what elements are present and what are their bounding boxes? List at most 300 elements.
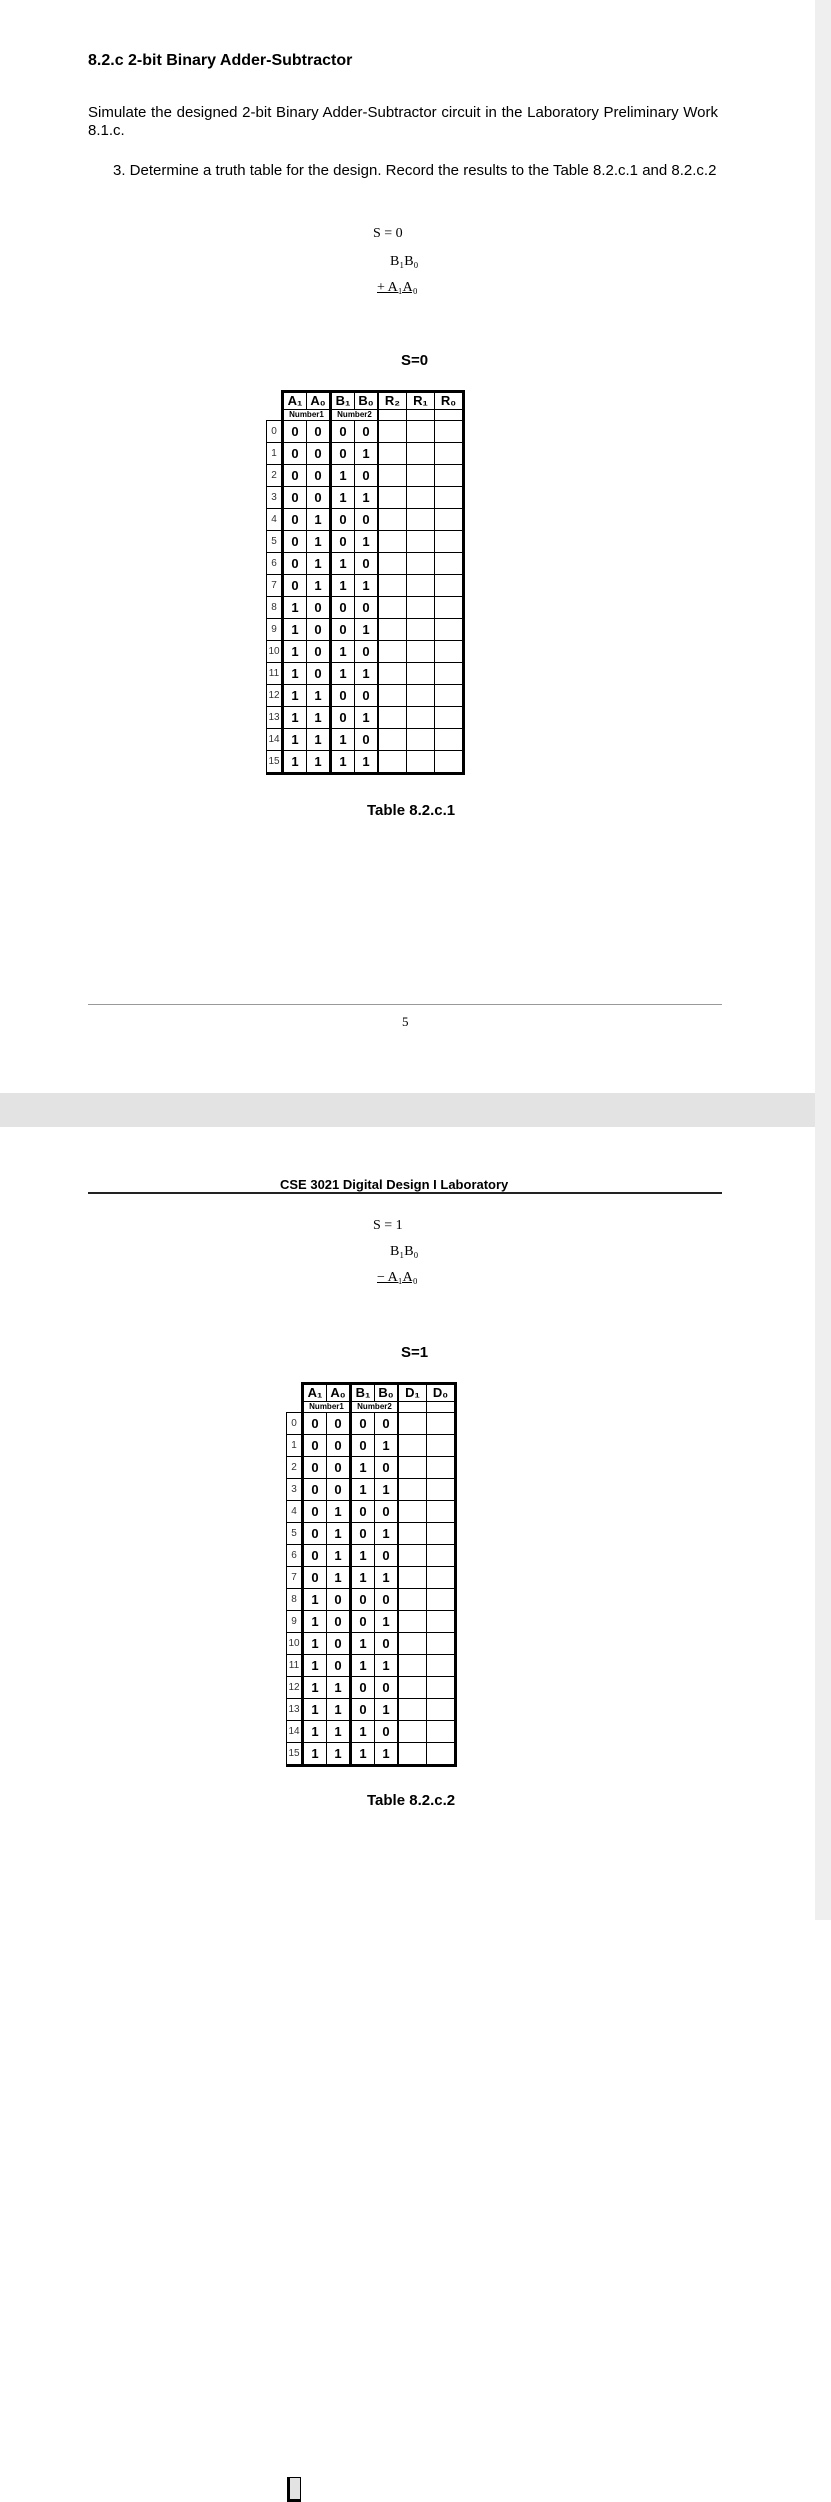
input-bit-cell: 0 — [331, 685, 355, 707]
equation-s1-label: S = 1 — [373, 1218, 403, 1233]
output-cell[interactable] — [407, 619, 435, 641]
row-index: 7 — [287, 1567, 303, 1589]
input-bit-cell: 1 — [283, 685, 307, 707]
input-bit-cell: 1 — [303, 1743, 327, 1766]
input-bit-cell: 0 — [327, 1435, 351, 1457]
output-cell[interactable] — [379, 487, 407, 509]
row-index: 2 — [287, 1457, 303, 1479]
input-bit-cell: 1 — [307, 729, 331, 751]
input-bit-cell: 0 — [351, 1501, 375, 1523]
output-cell[interactable] — [379, 729, 407, 751]
input-bit-cell: 0 — [283, 553, 307, 575]
input-bit-cell: 1 — [355, 751, 378, 774]
input-bit-cell: 0 — [375, 1633, 398, 1655]
input-bit-cell: 0 — [351, 1589, 375, 1611]
output-cell[interactable] — [379, 575, 407, 597]
output-cell[interactable] — [427, 1633, 456, 1655]
output-cell[interactable] — [427, 1567, 456, 1589]
output-cell[interactable] — [435, 597, 464, 619]
input-bit-cell: 0 — [375, 1413, 398, 1435]
input-bit-cell: 1 — [303, 1655, 327, 1677]
table-row — [267, 641, 464, 663]
input-bit-cell: 0 — [327, 1633, 351, 1655]
input-bit-cell: 1 — [355, 707, 378, 729]
section-heading: 8.2.c 2-bit Binary Adder-Subtractor — [88, 52, 353, 69]
input-bit-cell: 1 — [351, 1633, 375, 1655]
input-bit-cell: 1 — [307, 553, 331, 575]
output-cell[interactable] — [379, 509, 407, 531]
row-index: 8 — [287, 1589, 303, 1611]
table-row — [287, 1501, 456, 1523]
row-index: 9 — [267, 619, 283, 641]
input-bit-cell: 1 — [303, 1677, 327, 1699]
input-bit-cell: 1 — [331, 663, 355, 685]
output-column-header: D₀ — [427, 1384, 456, 1402]
output-cell[interactable] — [399, 1501, 427, 1523]
row-index: 0 — [267, 421, 283, 443]
input-bit-cell: 1 — [331, 465, 355, 487]
table-row — [287, 1677, 456, 1699]
header-rule — [88, 1192, 722, 1194]
truth-table-s0 — [266, 390, 465, 775]
table-row — [267, 619, 464, 641]
output-cell[interactable] — [435, 729, 464, 751]
page-number: 5 — [402, 1014, 409, 1029]
table-2-title: S=1 — [401, 1344, 429, 1361]
output-cell — [399, 1402, 427, 1413]
viewer-scrollbar-track[interactable] — [815, 0, 831, 1920]
input-bit-cell: 0 — [283, 509, 307, 531]
table-row — [287, 1633, 456, 1655]
input-bit-cell: 0 — [351, 1523, 375, 1545]
input-bit-cell: 1 — [375, 1523, 398, 1545]
row-index: 15 — [287, 1743, 303, 1766]
input-bit-cell: 0 — [355, 729, 378, 751]
table-1-title: S=0 — [401, 352, 429, 369]
input-bit-cell: 1 — [351, 1567, 375, 1589]
column-header: B₁ — [351, 1384, 375, 1402]
output-cell[interactable] — [407, 553, 435, 575]
input-bit-cell: 1 — [331, 641, 355, 663]
input-bit-cell: 0 — [355, 465, 378, 487]
input-bit-cell: 0 — [327, 1589, 351, 1611]
table-row — [267, 575, 464, 597]
input-bit-cell: 0 — [303, 1545, 327, 1567]
row-index: 10 — [267, 641, 283, 663]
input-bit-cell: 0 — [375, 1501, 398, 1523]
output-cell[interactable] — [407, 707, 435, 729]
input-bit-cell: 1 — [355, 575, 378, 597]
output-cell[interactable] — [399, 1413, 427, 1435]
input-bit-cell: 1 — [307, 751, 331, 774]
input-bit-cell: 1 — [303, 1589, 327, 1611]
table-row — [287, 1545, 456, 1567]
output-column-header: D₁ — [399, 1384, 427, 1402]
row-index: 7 — [267, 575, 283, 597]
input-bit-cell: 1 — [351, 1479, 375, 1501]
output-cell[interactable] — [407, 597, 435, 619]
row-index: 15 — [267, 751, 283, 774]
output-cell[interactable] — [379, 421, 407, 443]
input-bit-cell: 1 — [355, 531, 378, 553]
input-bit-cell: 0 — [375, 1589, 398, 1611]
output-cell[interactable] — [379, 619, 407, 641]
table-1-caption: Table 8.2.c.1 — [367, 802, 456, 819]
output-cell[interactable] — [427, 1501, 456, 1523]
input-bit-cell: 0 — [375, 1545, 398, 1567]
input-bit-cell: 1 — [351, 1655, 375, 1677]
running-header: CSE 3021 Digital Design I Laboratory — [280, 1177, 509, 1192]
output-cell[interactable] — [407, 641, 435, 663]
input-bit-cell: 0 — [375, 1721, 398, 1743]
input-bit-cell: 1 — [283, 619, 307, 641]
column-header: A₁ — [303, 1384, 327, 1402]
output-cell[interactable] — [427, 1545, 456, 1567]
input-bit-cell: 0 — [351, 1611, 375, 1633]
output-cell[interactable] — [379, 531, 407, 553]
output-cell[interactable] — [399, 1567, 427, 1589]
input-bit-cell: 0 — [283, 487, 307, 509]
group-label: Number2 — [331, 410, 378, 421]
output-column-header: R₂ — [379, 392, 407, 410]
table-row — [287, 1611, 456, 1633]
output-cell[interactable] — [435, 751, 464, 774]
output-cell[interactable] — [435, 575, 464, 597]
input-bit-cell: 0 — [307, 421, 331, 443]
input-bit-cell: 0 — [303, 1457, 327, 1479]
output-column-header: R₁ — [407, 392, 435, 410]
input-bit-cell: 0 — [307, 597, 331, 619]
row-index: 8 — [267, 597, 283, 619]
output-cell — [435, 410, 464, 421]
table-row — [287, 1413, 456, 1435]
row-index: 4 — [287, 1501, 303, 1523]
row-index: 1 — [287, 1435, 303, 1457]
input-bit-cell: 1 — [307, 575, 331, 597]
input-bit-cell: 1 — [355, 663, 378, 685]
output-cell[interactable] — [427, 1413, 456, 1435]
input-bit-cell: 1 — [327, 1567, 351, 1589]
output-cell — [407, 410, 435, 421]
output-cell[interactable] — [435, 553, 464, 575]
output-cell[interactable] — [399, 1545, 427, 1567]
output-cell[interactable] — [399, 1479, 427, 1501]
output-cell — [427, 1402, 456, 1413]
column-header: B₁ — [331, 392, 355, 410]
table-row — [267, 663, 464, 685]
column-header: B₀ — [375, 1384, 398, 1402]
input-bit-cell: 1 — [327, 1501, 351, 1523]
output-cell[interactable] — [427, 1589, 456, 1611]
row-index: 11 — [267, 663, 283, 685]
input-bit-cell: 1 — [331, 487, 355, 509]
input-bit-cell: 1 — [375, 1699, 398, 1721]
output-cell[interactable] — [435, 531, 464, 553]
input-bit-cell: 1 — [327, 1677, 351, 1699]
footer-rule — [88, 1004, 722, 1005]
table-row — [267, 553, 464, 575]
table-row — [267, 597, 464, 619]
output-cell[interactable] — [399, 1457, 427, 1479]
input-bit-cell: 0 — [303, 1501, 327, 1523]
row-index: 3 — [267, 487, 283, 509]
output-cell[interactable] — [435, 685, 464, 707]
table-2-caption: Table 8.2.c.2 — [367, 1792, 456, 1809]
input-bit-cell: 0 — [351, 1677, 375, 1699]
output-cell[interactable] — [379, 663, 407, 685]
output-cell[interactable] — [399, 1655, 427, 1677]
output-cell[interactable] — [407, 465, 435, 487]
table-row — [267, 421, 464, 443]
input-bit-cell: 0 — [303, 1413, 327, 1435]
input-bit-cell: 0 — [303, 1523, 327, 1545]
row-index: 10 — [287, 1633, 303, 1655]
output-cell[interactable] — [435, 663, 464, 685]
input-bit-cell: 0 — [307, 641, 331, 663]
input-bit-cell: 1 — [283, 707, 307, 729]
output-cell[interactable] — [435, 619, 464, 641]
output-cell[interactable] — [427, 1743, 456, 1766]
row-index: 13 — [267, 707, 283, 729]
input-bit-cell: 1 — [327, 1743, 351, 1766]
input-bit-cell: 0 — [307, 663, 331, 685]
input-bit-cell: 0 — [355, 685, 378, 707]
table-row — [287, 1567, 456, 1589]
output-cell[interactable] — [379, 597, 407, 619]
table-row — [287, 1435, 456, 1457]
input-bit-cell: 0 — [331, 443, 355, 465]
row-index: 9 — [287, 1611, 303, 1633]
output-cell[interactable] — [379, 553, 407, 575]
input-bit-cell: 1 — [307, 685, 331, 707]
input-bit-cell: 0 — [283, 575, 307, 597]
input-bit-cell: 1 — [331, 553, 355, 575]
input-bit-cell: 0 — [307, 465, 331, 487]
input-bit-cell: 0 — [351, 1699, 375, 1721]
input-bit-cell: 1 — [355, 443, 378, 465]
input-bit-cell: 0 — [331, 421, 355, 443]
input-bit-cell: 0 — [327, 1457, 351, 1479]
table-row — [287, 1721, 456, 1743]
output-cell[interactable] — [435, 443, 464, 465]
output-cell[interactable] — [435, 465, 464, 487]
input-bit-cell: 1 — [331, 575, 355, 597]
output-cell[interactable] — [427, 1479, 456, 1501]
row-index: 4 — [267, 509, 283, 531]
input-bit-cell: 0 — [331, 597, 355, 619]
input-bit-cell: 1 — [283, 729, 307, 751]
input-bit-cell: 1 — [375, 1479, 398, 1501]
input-bit-cell: 0 — [331, 509, 355, 531]
group-label: Number1 — [303, 1402, 351, 1413]
output-cell[interactable] — [399, 1721, 427, 1743]
input-bit-cell: 1 — [283, 751, 307, 774]
input-bit-cell: 1 — [303, 1611, 327, 1633]
output-cell[interactable] — [435, 509, 464, 531]
output-column-header: R₀ — [435, 392, 464, 410]
input-bit-cell: 1 — [331, 729, 355, 751]
row-index: 6 — [287, 1545, 303, 1567]
output-cell[interactable] — [399, 1633, 427, 1655]
output-cell[interactable] — [399, 1611, 427, 1633]
input-bit-cell: 0 — [283, 443, 307, 465]
output-cell[interactable] — [407, 751, 435, 774]
table-row — [267, 509, 464, 531]
row-index: 1 — [267, 443, 283, 465]
output-cell[interactable] — [427, 1699, 456, 1721]
row-index: 5 — [287, 1523, 303, 1545]
input-bit-cell: 0 — [375, 1677, 398, 1699]
row-index: 14 — [267, 729, 283, 751]
input-bit-cell: 0 — [303, 1435, 327, 1457]
input-bit-cell: 0 — [351, 1435, 375, 1457]
output-cell[interactable] — [399, 1589, 427, 1611]
table-row — [287, 1523, 456, 1545]
intro-paragraph: Simulate the designed 2-bit Binary Adder-Subtractor circuit in the Laboratory Preliminary Work 8.1.c. — [88, 104, 718, 139]
output-cell[interactable] — [407, 575, 435, 597]
table-row — [267, 707, 464, 729]
input-bit-cell: 1 — [327, 1699, 351, 1721]
output-cell[interactable] — [379, 685, 407, 707]
output-cell[interactable] — [407, 509, 435, 531]
table-row — [287, 1699, 456, 1721]
input-bit-cell: 0 — [327, 1413, 351, 1435]
input-bit-cell: 1 — [355, 487, 378, 509]
input-bit-cell: 0 — [303, 1479, 327, 1501]
input-bit-cell: 0 — [331, 619, 355, 641]
output-cell[interactable] — [427, 1677, 456, 1699]
input-bit-cell: 1 — [375, 1567, 398, 1589]
row-index: 11 — [287, 1655, 303, 1677]
output-cell[interactable] — [407, 729, 435, 751]
output-cell[interactable] — [435, 641, 464, 663]
table-row — [267, 443, 464, 465]
row-index: 12 — [287, 1677, 303, 1699]
input-bit-cell: 0 — [303, 1567, 327, 1589]
input-bit-cell: 1 — [351, 1545, 375, 1567]
output-cell[interactable] — [379, 751, 407, 774]
equation-s0-label: S = 0 — [373, 226, 403, 241]
input-bit-cell: 1 — [283, 597, 307, 619]
table-row — [287, 1479, 456, 1501]
input-bit-cell: 1 — [307, 531, 331, 553]
output-cell[interactable] — [379, 707, 407, 729]
input-bit-cell: 1 — [375, 1611, 398, 1633]
input-bit-cell: 0 — [283, 421, 307, 443]
input-bit-cell: 0 — [307, 487, 331, 509]
input-bit-cell: 1 — [307, 509, 331, 531]
row-index: 3 — [287, 1479, 303, 1501]
equation-s0-operand-b: B₁B₀ — [390, 254, 419, 269]
output-cell[interactable] — [399, 1523, 427, 1545]
input-bit-cell: 0 — [307, 443, 331, 465]
output-cell[interactable] — [407, 421, 435, 443]
output-cell[interactable] — [407, 685, 435, 707]
input-bit-cell: 0 — [327, 1479, 351, 1501]
table-row — [287, 1655, 456, 1677]
truth-table-s1 — [286, 1382, 457, 1767]
input-bit-cell: 0 — [327, 1655, 351, 1677]
step-3-text: 3. Determine a truth table for the design. Record the results to the Table 8.2.c.1 and 8.2.c.2 — [113, 162, 717, 179]
table-row — [287, 1589, 456, 1611]
output-cell[interactable] — [399, 1699, 427, 1721]
table-row — [267, 685, 464, 707]
input-bit-cell: 1 — [355, 619, 378, 641]
output-cell[interactable] — [427, 1523, 456, 1545]
input-bit-cell: 1 — [375, 1743, 398, 1766]
row-index: 0 — [287, 1413, 303, 1435]
input-bit-cell: 1 — [375, 1655, 398, 1677]
column-gap — [287, 2477, 301, 2502]
input-bit-cell: 1 — [327, 1523, 351, 1545]
input-bit-cell: 0 — [351, 1413, 375, 1435]
output-cell[interactable] — [427, 1611, 456, 1633]
output-cell[interactable] — [427, 1721, 456, 1743]
output-cell — [379, 410, 407, 421]
input-bit-cell: 0 — [355, 553, 378, 575]
row-index: 2 — [267, 465, 283, 487]
output-cell[interactable] — [427, 1457, 456, 1479]
document-page-2 — [0, 1127, 815, 1920]
table-row — [267, 531, 464, 553]
input-bit-cell: 1 — [351, 1721, 375, 1743]
output-cell[interactable] — [379, 443, 407, 465]
column-header: A₁ — [283, 392, 307, 410]
output-cell[interactable] — [427, 1435, 456, 1457]
group-label: Number2 — [351, 1402, 398, 1413]
output-cell[interactable] — [435, 421, 464, 443]
output-cell[interactable] — [399, 1677, 427, 1699]
output-cell[interactable] — [399, 1743, 427, 1766]
equation-s1-operand-b: B₁B₀ — [390, 1244, 419, 1259]
input-bit-cell: 1 — [283, 663, 307, 685]
table-row — [287, 1457, 456, 1479]
document-page-1 — [0, 0, 815, 1093]
output-cell[interactable] — [435, 707, 464, 729]
input-bit-cell: 1 — [351, 1743, 375, 1766]
input-bit-cell: 0 — [375, 1457, 398, 1479]
output-cell[interactable] — [427, 1655, 456, 1677]
output-cell[interactable] — [379, 465, 407, 487]
equation-s0-operand-a: + A₁A₀ — [377, 280, 418, 295]
input-bit-cell: 0 — [355, 421, 378, 443]
page-separator — [0, 1093, 815, 1127]
output-cell[interactable] — [379, 641, 407, 663]
output-cell[interactable] — [407, 443, 435, 465]
input-bit-cell: 0 — [283, 465, 307, 487]
input-bit-cell: 1 — [303, 1699, 327, 1721]
output-cell[interactable] — [407, 663, 435, 685]
table-row — [267, 729, 464, 751]
table-row — [267, 465, 464, 487]
output-cell[interactable] — [407, 531, 435, 553]
input-bit-cell: 0 — [355, 641, 378, 663]
output-cell[interactable] — [435, 487, 464, 509]
input-bit-cell: 1 — [375, 1435, 398, 1457]
input-bit-cell: 0 — [283, 531, 307, 553]
output-cell[interactable] — [399, 1435, 427, 1457]
group-label: Number1 — [283, 410, 331, 421]
table-row — [267, 751, 464, 774]
input-bit-cell: 1 — [303, 1633, 327, 1655]
row-index: 13 — [287, 1699, 303, 1721]
input-bit-cell: 0 — [331, 707, 355, 729]
input-bit-cell: 1 — [307, 707, 331, 729]
column-header: A₀ — [327, 1384, 351, 1402]
output-cell[interactable] — [407, 487, 435, 509]
input-bit-cell: 0 — [331, 531, 355, 553]
table-row — [287, 1743, 456, 1766]
